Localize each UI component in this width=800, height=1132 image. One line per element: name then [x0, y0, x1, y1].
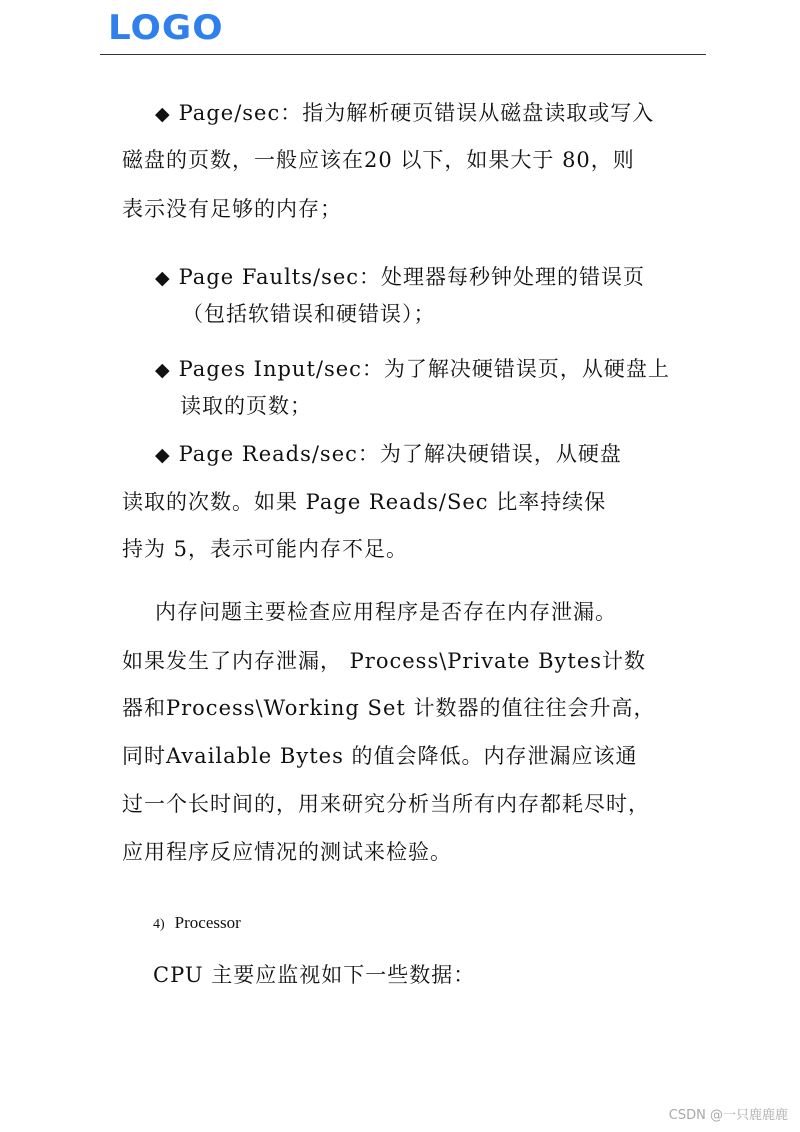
diamond-bullet-icon: ◆: [155, 267, 171, 289]
bullet-page-faults-line-2: （包括软错误和硬错误）；: [182, 302, 436, 326]
bullet-pages-input-line-1: ◆ Pages Input/sec：为了解决硬错误页，从硬盘上: [155, 357, 670, 381]
bullet-page-reads-line-1: ◆ Page Reads/sec：为了解决硬错误，从硬盘: [155, 442, 622, 466]
bullet-page-reads-line-3: 持为 5，表示可能内存不足。: [122, 537, 409, 561]
logo: LOGO: [108, 8, 224, 48]
memory-paragraph-line-5: 过一个长时间的，用来研究分析当所有内存都耗尽时，: [122, 792, 650, 816]
header-divider: [100, 54, 706, 55]
memory-paragraph-line-2: 如果发生了内存泄漏， Process\Private Bytes计数: [122, 649, 647, 673]
section-heading-processor: [153, 912, 241, 936]
memory-paragraph-line-3: 器和Process\Working Set 计数器的值往往会升高，: [122, 696, 656, 720]
bullet-pages-input-line-2: 读取的页数；: [180, 394, 312, 418]
section-title: Processor: [174, 913, 241, 932]
bullet-page-faults-line-1: ◆ Page Faults/sec：处理器每秒钟处理的错误页: [155, 265, 646, 289]
csdn-watermark: CSDN @一只鹿鹿鹿: [668, 1108, 788, 1123]
diamond-bullet-icon: ◆: [155, 103, 171, 125]
memory-paragraph-line-4: 同时Available Bytes 的值会降低。内存泄漏应该通: [122, 744, 638, 768]
bullet-page-sec-line-3: 表示没有足够的内存；: [122, 197, 342, 221]
bullet-page-sec-line-1: ◆ Page/sec：指为解析硬页错误从磁盘读取或写入: [155, 101, 655, 125]
memory-paragraph-line-6: 应用程序反应情况的测试来检验。: [122, 840, 452, 864]
bullet-page-reads-line-2: 读取的次数。如果 Page Reads/Sec 比率持续保: [122, 490, 607, 514]
section-number: 4): [153, 917, 165, 932]
bullet-page-sec-line-2: 磁盘的页数，一般应该在20 以下，如果大于 80，则: [122, 148, 635, 172]
memory-paragraph-line-1: 内存问题主要检查应用程序是否存在内存泄漏。: [155, 600, 617, 624]
diamond-bullet-icon: ◆: [155, 444, 171, 466]
diamond-bullet-icon: ◆: [155, 359, 171, 381]
cpu-intro-line: CPU 主要应监视如下一些数据：: [153, 963, 476, 987]
